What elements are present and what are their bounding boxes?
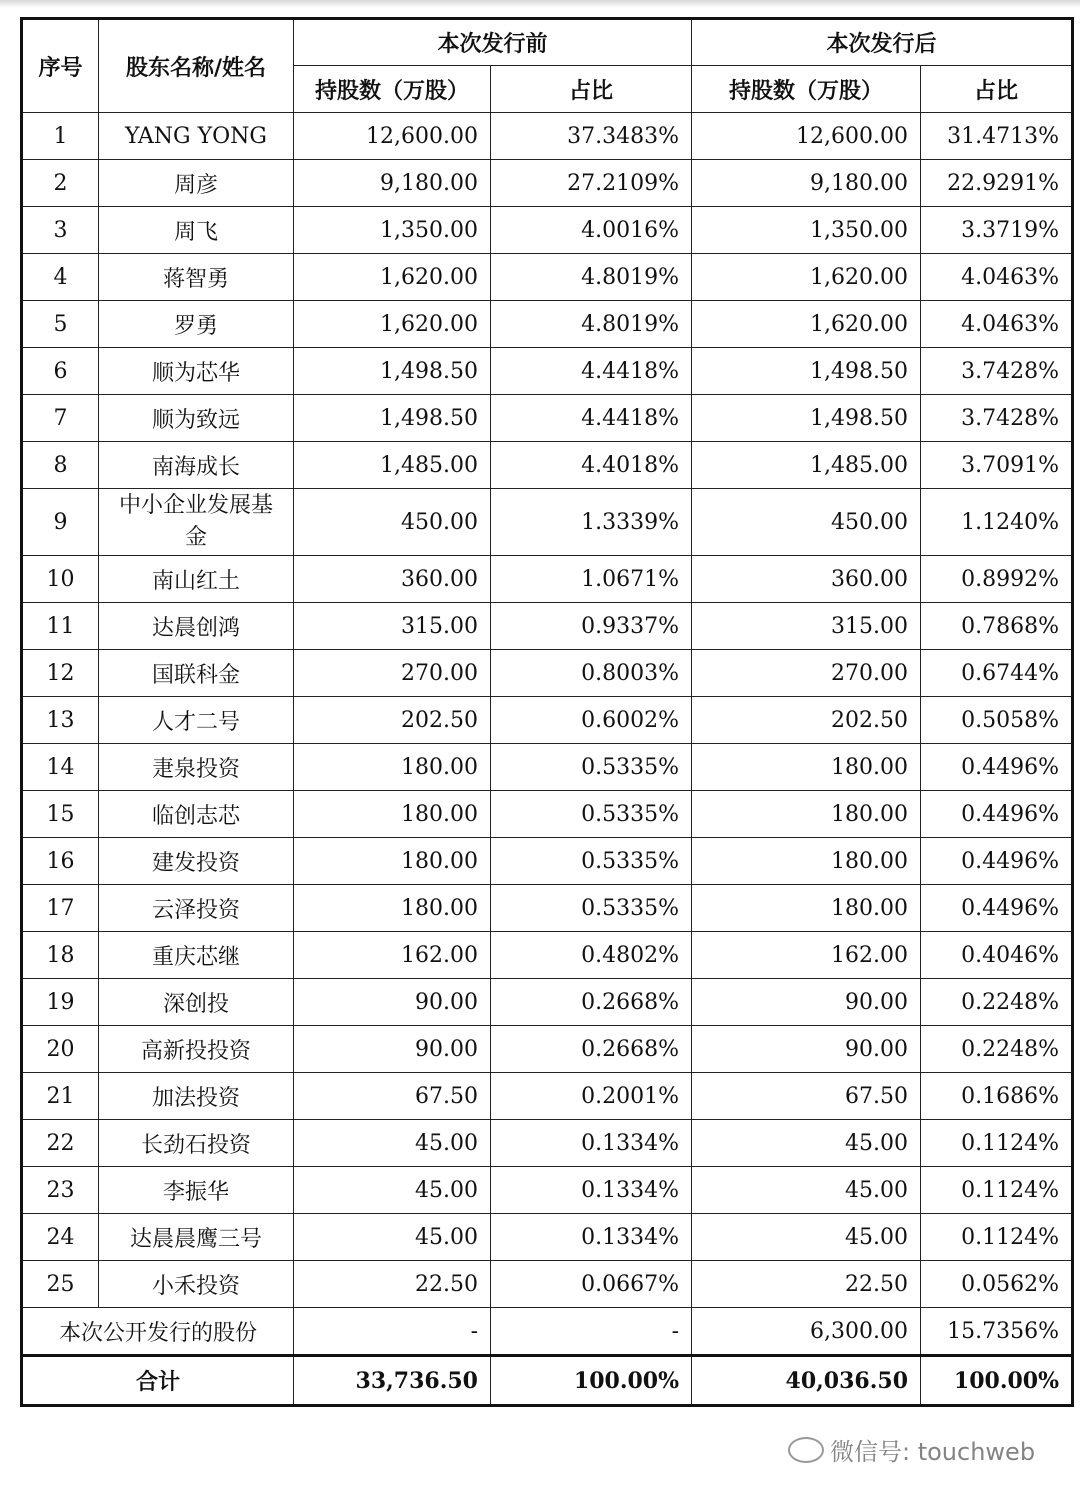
row-holder-name: 建发投资 <box>99 838 294 885</box>
row-after-ratio: 0.6744% <box>921 650 1073 697</box>
row-before-shares: 1,620.00 <box>294 254 491 301</box>
row-holder-name: YANG YONG <box>99 113 294 160</box>
row-before-ratio: 0.1334% <box>491 1120 692 1167</box>
row-before-ratio: 1.3339% <box>491 489 692 556</box>
row-holder-name: 罗勇 <box>99 301 294 348</box>
row-holder-name: 周飞 <box>99 207 294 254</box>
row-after-shares: 180.00 <box>692 885 921 932</box>
total-row <box>22 1356 1073 1406</box>
row-after-shares: 1,620.00 <box>692 301 921 348</box>
table-row <box>22 603 1073 650</box>
row-after-ratio: 0.4496% <box>921 744 1073 791</box>
row-seq: 10 <box>22 556 99 603</box>
total-before-shares: 33,736.50 <box>294 1356 491 1406</box>
row-after-shares: 180.00 <box>692 838 921 885</box>
table-row <box>22 556 1073 603</box>
row-holder-name: 深创投 <box>99 979 294 1026</box>
row-before-shares: 1,350.00 <box>294 207 491 254</box>
row-after-shares: 12,600.00 <box>692 113 921 160</box>
row-holder-name: 南山红土 <box>99 556 294 603</box>
row-holder-name: 小禾投资 <box>99 1261 294 1308</box>
header-before-ratio: 占比 <box>491 66 692 113</box>
row-seq: 9 <box>22 489 99 556</box>
row-after-shares: 270.00 <box>692 650 921 697</box>
row-after-ratio: 3.7428% <box>921 395 1073 442</box>
row-after-shares: 315.00 <box>692 603 921 650</box>
row-after-shares: 180.00 <box>692 791 921 838</box>
row-after-ratio: 0.4496% <box>921 791 1073 838</box>
row-seq: 4 <box>22 254 99 301</box>
header-before-shares: 持股数（万股） <box>294 66 491 113</box>
row-before-ratio: 0.1334% <box>491 1214 692 1261</box>
public-offering-before-shares: - <box>294 1308 491 1356</box>
wechat-watermark <box>788 1432 1035 1467</box>
table-row <box>22 160 1073 207</box>
row-before-shares: 67.50 <box>294 1073 491 1120</box>
row-holder-name: 云泽投资 <box>99 885 294 932</box>
row-before-ratio: 0.2668% <box>491 1026 692 1073</box>
table-row <box>22 113 1073 160</box>
row-after-shares: 90.00 <box>692 1026 921 1073</box>
row-holder-name: 达晨创鸿 <box>99 603 294 650</box>
watermark-text: 微信号: touchweb <box>830 1438 1036 1466</box>
row-holder-name: 顺为芯华 <box>99 348 294 395</box>
row-seq: 25 <box>22 1261 99 1308</box>
row-seq: 17 <box>22 885 99 932</box>
wechat-icon <box>788 1437 824 1463</box>
public-offering-after-ratio: 15.7356% <box>921 1308 1073 1356</box>
row-seq: 3 <box>22 207 99 254</box>
row-before-ratio: 37.3483% <box>491 113 692 160</box>
row-seq: 14 <box>22 744 99 791</box>
total-before-ratio: 100.00% <box>491 1356 692 1406</box>
row-before-shares: 1,485.00 <box>294 442 491 489</box>
total-after-ratio: 100.00% <box>921 1356 1073 1406</box>
row-after-shares: 1,350.00 <box>692 207 921 254</box>
row-seq: 12 <box>22 650 99 697</box>
row-before-shares: 450.00 <box>294 489 491 556</box>
row-after-ratio: 0.4046% <box>921 932 1073 979</box>
row-before-shares: 45.00 <box>294 1214 491 1261</box>
row-seq: 18 <box>22 932 99 979</box>
table-row <box>22 932 1073 979</box>
row-before-shares: 162.00 <box>294 932 491 979</box>
row-holder-name: 李振华 <box>99 1167 294 1214</box>
row-after-shares: 45.00 <box>692 1120 921 1167</box>
table-row <box>22 791 1073 838</box>
row-seq: 15 <box>22 791 99 838</box>
row-seq: 1 <box>22 113 99 160</box>
table-row <box>22 885 1073 932</box>
header-row-1 <box>22 19 1073 66</box>
row-before-ratio: 0.4802% <box>491 932 692 979</box>
table-row <box>22 301 1073 348</box>
row-before-shares: 1,498.50 <box>294 395 491 442</box>
row-before-shares: 202.50 <box>294 697 491 744</box>
row-before-ratio: 0.2001% <box>491 1073 692 1120</box>
row-before-shares: 1,498.50 <box>294 348 491 395</box>
row-before-ratio: 0.5335% <box>491 885 692 932</box>
table-row <box>22 1120 1073 1167</box>
row-before-shares: 360.00 <box>294 556 491 603</box>
row-seq: 11 <box>22 603 99 650</box>
row-after-ratio: 31.4713% <box>921 113 1073 160</box>
row-before-shares: 45.00 <box>294 1120 491 1167</box>
row-after-ratio: 0.1124% <box>921 1167 1073 1214</box>
row-after-ratio: 0.8992% <box>921 556 1073 603</box>
row-after-ratio: 0.4496% <box>921 838 1073 885</box>
row-before-shares: 90.00 <box>294 979 491 1026</box>
row-holder-name: 顺为致远 <box>99 395 294 442</box>
row-before-shares: 180.00 <box>294 885 491 932</box>
row-before-ratio: 0.5335% <box>491 838 692 885</box>
row-before-ratio: 4.0016% <box>491 207 692 254</box>
table-row <box>22 1214 1073 1261</box>
row-before-ratio: 0.0667% <box>491 1261 692 1308</box>
row-seq: 6 <box>22 348 99 395</box>
row-after-shares: 45.00 <box>692 1167 921 1214</box>
row-after-shares: 180.00 <box>692 744 921 791</box>
table-row <box>22 1261 1073 1308</box>
header-after-shares: 持股数（万股） <box>692 66 921 113</box>
row-holder-name: 中小企业发展基金 <box>99 489 294 556</box>
row-seq: 20 <box>22 1026 99 1073</box>
row-holder-name: 疌泉投资 <box>99 744 294 791</box>
row-before-shares: 12,600.00 <box>294 113 491 160</box>
top-shadow-bar <box>0 0 1080 8</box>
row-after-shares: 162.00 <box>692 932 921 979</box>
header-holder-name: 股东名称/姓名 <box>99 19 294 113</box>
row-before-ratio: 0.9337% <box>491 603 692 650</box>
row-after-shares: 450.00 <box>692 489 921 556</box>
table-row <box>22 1167 1073 1214</box>
row-holder-name: 高新投投资 <box>99 1026 294 1073</box>
row-holder-name: 重庆芯继 <box>99 932 294 979</box>
row-before-ratio: 0.1334% <box>491 1167 692 1214</box>
row-seq: 19 <box>22 979 99 1026</box>
row-seq: 13 <box>22 697 99 744</box>
row-after-shares: 45.00 <box>692 1214 921 1261</box>
row-seq: 24 <box>22 1214 99 1261</box>
table-row <box>22 1073 1073 1120</box>
row-after-ratio: 4.0463% <box>921 301 1073 348</box>
row-after-shares: 90.00 <box>692 979 921 1026</box>
row-after-ratio: 3.7428% <box>921 348 1073 395</box>
row-holder-name: 长劲石投资 <box>99 1120 294 1167</box>
row-seq: 16 <box>22 838 99 885</box>
row-holder-name: 蒋智勇 <box>99 254 294 301</box>
row-before-ratio: 4.4418% <box>491 395 692 442</box>
row-after-ratio: 0.1686% <box>921 1073 1073 1120</box>
header-after-issuance: 本次发行后 <box>692 19 1073 66</box>
public-offering-label: 本次公开发行的股份 <box>22 1308 294 1356</box>
row-before-ratio: 1.0671% <box>491 556 692 603</box>
row-before-shares: 9,180.00 <box>294 160 491 207</box>
row-seq: 8 <box>22 442 99 489</box>
row-after-ratio: 3.3719% <box>921 207 1073 254</box>
row-before-shares: 315.00 <box>294 603 491 650</box>
row-holder-name: 国联科金 <box>99 650 294 697</box>
row-after-shares: 360.00 <box>692 556 921 603</box>
table-row <box>22 1026 1073 1073</box>
row-before-shares: 90.00 <box>294 1026 491 1073</box>
row-after-shares: 202.50 <box>692 697 921 744</box>
header-before-issuance: 本次发行前 <box>294 19 692 66</box>
total-after-shares: 40,036.50 <box>692 1356 921 1406</box>
row-after-ratio: 0.2248% <box>921 979 1073 1026</box>
header-seq: 序号 <box>22 19 99 113</box>
row-after-shares: 22.50 <box>692 1261 921 1308</box>
row-after-shares: 67.50 <box>692 1073 921 1120</box>
table-row <box>22 254 1073 301</box>
row-after-ratio: 0.5058% <box>921 697 1073 744</box>
row-after-shares: 1,485.00 <box>692 442 921 489</box>
row-before-ratio: 27.2109% <box>491 160 692 207</box>
row-after-shares: 1,498.50 <box>692 348 921 395</box>
shareholding-table <box>20 17 1074 1407</box>
row-before-shares: 1,620.00 <box>294 301 491 348</box>
row-before-ratio: 0.8003% <box>491 650 692 697</box>
row-holder-name: 临创志芯 <box>99 791 294 838</box>
row-before-shares: 180.00 <box>294 838 491 885</box>
table-row <box>22 838 1073 885</box>
row-after-ratio: 22.9291% <box>921 160 1073 207</box>
row-before-shares: 180.00 <box>294 744 491 791</box>
row-before-shares: 180.00 <box>294 791 491 838</box>
row-holder-name: 南海成长 <box>99 442 294 489</box>
public-offering-before-ratio: - <box>491 1308 692 1356</box>
table-body <box>22 113 1073 1308</box>
row-after-ratio: 0.7868% <box>921 603 1073 650</box>
row-after-ratio: 0.0562% <box>921 1261 1073 1308</box>
row-after-shares: 9,180.00 <box>692 160 921 207</box>
table-row <box>22 979 1073 1026</box>
table-row <box>22 348 1073 395</box>
header-after-ratio: 占比 <box>921 66 1073 113</box>
table-row <box>22 207 1073 254</box>
table-row <box>22 442 1073 489</box>
row-holder-name: 加法投资 <box>99 1073 294 1120</box>
public-offering-row <box>22 1308 1073 1356</box>
row-after-ratio: 0.1124% <box>921 1214 1073 1261</box>
row-before-ratio: 4.8019% <box>491 254 692 301</box>
table-row <box>22 697 1073 744</box>
row-seq: 23 <box>22 1167 99 1214</box>
table-row <box>22 650 1073 697</box>
row-after-ratio: 0.2248% <box>921 1026 1073 1073</box>
row-holder-name: 人才二号 <box>99 697 294 744</box>
row-before-shares: 270.00 <box>294 650 491 697</box>
row-after-ratio: 3.7091% <box>921 442 1073 489</box>
row-holder-name: 达晨晨鹰三号 <box>99 1214 294 1261</box>
table-row <box>22 395 1073 442</box>
row-seq: 5 <box>22 301 99 348</box>
row-after-shares: 1,498.50 <box>692 395 921 442</box>
row-after-ratio: 0.1124% <box>921 1120 1073 1167</box>
row-before-ratio: 4.4018% <box>491 442 692 489</box>
row-after-shares: 1,620.00 <box>692 254 921 301</box>
row-before-ratio: 0.5335% <box>491 744 692 791</box>
row-seq: 21 <box>22 1073 99 1120</box>
table-row <box>22 744 1073 791</box>
row-before-shares: 22.50 <box>294 1261 491 1308</box>
public-offering-after-shares: 6,300.00 <box>692 1308 921 1356</box>
row-after-ratio: 1.1240% <box>921 489 1073 556</box>
row-after-ratio: 4.0463% <box>921 254 1073 301</box>
row-before-ratio: 4.8019% <box>491 301 692 348</box>
row-after-ratio: 0.4496% <box>921 885 1073 932</box>
row-before-shares: 45.00 <box>294 1167 491 1214</box>
row-before-ratio: 0.6002% <box>491 697 692 744</box>
table-row <box>22 489 1073 556</box>
row-seq: 22 <box>22 1120 99 1167</box>
row-before-ratio: 0.5335% <box>491 791 692 838</box>
row-before-ratio: 0.2668% <box>491 979 692 1026</box>
row-seq: 2 <box>22 160 99 207</box>
row-seq: 7 <box>22 395 99 442</box>
row-before-ratio: 4.4418% <box>491 348 692 395</box>
row-holder-name: 周彦 <box>99 160 294 207</box>
total-label: 合计 <box>22 1356 294 1406</box>
